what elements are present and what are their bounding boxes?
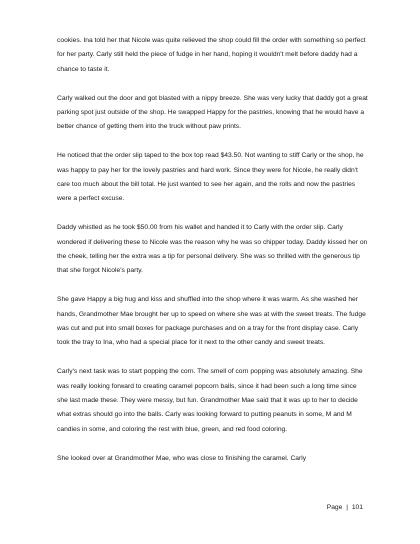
page-label: Page	[326, 504, 343, 511]
body-text	[57, 34, 368, 480]
paragraph: Carly's next task was to start popping the corn. The smell of corn popping was absolutely amazing. She was really looking forward to creating caramel popcorn balls, since it had been such a long time since she last made these. They were messy, but fun. Grandmother Mae said that it was up to her to decide what extras should go into the balls. Carly was looking forward to putting peanuts in some, M and M candies in some, and coloring the rest with blue, green, and red food coloring.	[57, 368, 363, 433]
paragraph: cookies. Ina told her that Nicole was quite relieved the shop could fill the order with something so perfect for her party. Carly still held the piece of fudge in her hand, hoping it wouldn't melt before daddy had a chance to taste it.	[57, 37, 366, 73]
paragraph: She gave Happy a big hug and kiss and shuffled into the shop where it was warm. As she washed her hands, Grandmother Mae brought her up to speed on where she was at with the sweet treats. The fudge was cut and put into small boxes for package purchases and on a tray for the front display case. Carly took the tray to Ina, who had a special place for it next to the other candy and sweet treats.	[57, 296, 366, 347]
page-footer	[327, 503, 363, 513]
paragraph: Daddy whistled as he took $50.00 from his wallet and handed it to Carly with the order slip. Carly wondered if delivering these to Nicole was the reason why he was so chipper today. Daddy kissed her on the cheek, telling her the extra was a tip for personal delivery. She was so thrilled with the generous tip that she forgot Nicole's party.	[57, 224, 368, 275]
paragraph: He noticed that the order slip taped to the box top read $43.50. Not wanting to stiff Carly or the shop, he was happy to pay her for the lovely pastries and hard work. Since they were for Nicole, he really didn't care too much about the bill total. He just wanted to see her again, and the rolls and now the pastries were a perfect excuse.	[57, 152, 364, 203]
page-number: 101	[351, 504, 363, 511]
paragraph: Carly walked out the door and got blasted with a nippy breeze. She was very lucky that daddy got a great parking spot just outside of the shop. He swapped Happy for the pastries, knowing that he would have a better chance of getting them into the truck without paw prints.	[57, 94, 368, 131]
paragraph: She looked over at Grandmother Mae, who was close to finishing the caramel. Carly	[57, 454, 307, 462]
page-separator: |	[346, 504, 348, 511]
